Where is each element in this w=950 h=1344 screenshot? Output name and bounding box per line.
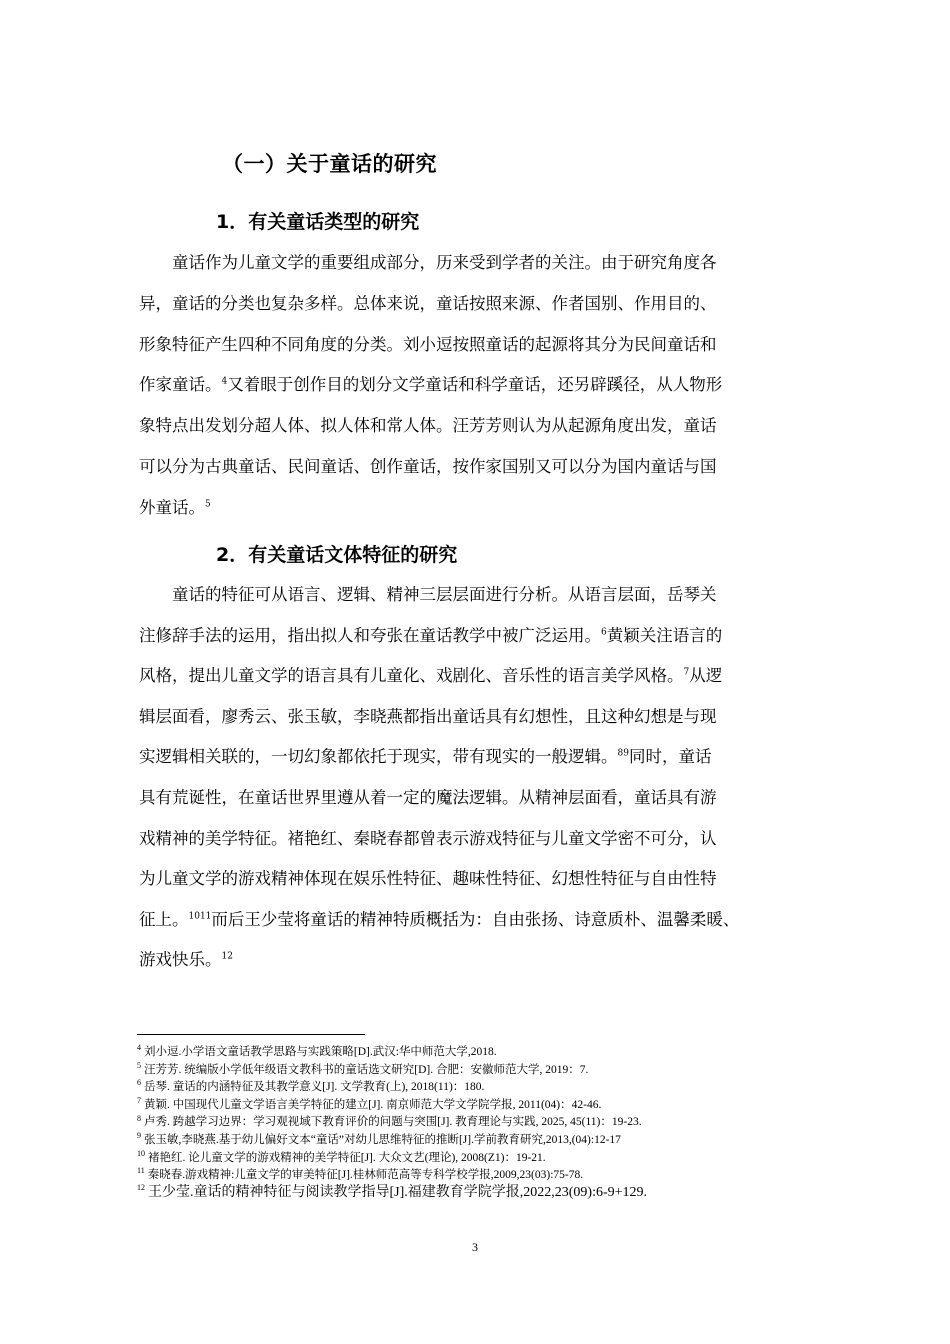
text-line xyxy=(139,910,739,930)
text-line xyxy=(139,788,717,808)
line-text: 同时，童话 xyxy=(628,747,712,767)
text-line xyxy=(139,747,711,767)
line-text: 注修辞手法的运用，指出拟人和夸张在童话教学中被广泛运用。 xyxy=(139,625,601,645)
line-text: 黄颖关注语言的 xyxy=(606,625,723,645)
text-line xyxy=(139,869,717,889)
footnote-ref: 7 xyxy=(683,667,690,678)
subsection-heading-types: 1．有关童话类型的研究 xyxy=(216,211,420,233)
line-text: 从逻 xyxy=(689,666,723,686)
footnote-ref: 1011 xyxy=(188,911,212,922)
footnote-number: 7 xyxy=(137,1095,141,1105)
text-line xyxy=(139,253,717,273)
footnote-text: 刘小逗.小学语文童话教学思路与实践策略[D].武汉:华中师范大学,2018. xyxy=(144,1046,497,1058)
footnote-item xyxy=(137,1060,589,1077)
text-line xyxy=(139,950,233,970)
text-line xyxy=(139,585,717,605)
line-text: 为儿童文学的游戏精神体现在娱乐性特征、趣味性特征、幻想性特征与自由性特 xyxy=(139,869,717,889)
line-text: 童话作为儿童文学的重要组成部分，历来受到学者的关注。由于研究角度各 xyxy=(139,253,717,272)
footnote-ref: 12 xyxy=(221,951,233,962)
line-text: 具有荒诞性，在童话世界里遵从着一定的魔法逻辑。从精神层面看，童话具有游 xyxy=(139,788,717,807)
footnote-text: 张玉敏,李晓燕.基于幼儿偏好文本“童话”对幼儿思维特征的推断[J].学前教育研究,2013,(04):12-17 xyxy=(144,1134,621,1146)
line-text: 辑层面看，廖秀云、张玉敏，李晓燕都指出童话具有幻想性，且这种幻想是与现 xyxy=(139,706,717,726)
line-text: 形象特征产生四种不同角度的分类。刘小逗按照童话的起源将其分为民间童话和 xyxy=(139,334,717,354)
footnote-item xyxy=(137,1045,497,1059)
footnote-item xyxy=(137,1148,546,1165)
text-line xyxy=(139,707,717,727)
line-text: 而后王少莹将童话的精神特质概括为：自由张扬、诗意质朴、温馨柔暖、 xyxy=(211,909,740,929)
line-text: 作家童话。 xyxy=(139,375,222,395)
footnote-item xyxy=(137,1183,648,1200)
page-number: 3 xyxy=(472,1240,478,1254)
text-line xyxy=(139,666,722,686)
footnote-text: 汪芳芳. 统编版小学低年级语文教科书的童话选文研究[D]. 合肥：安徽师范大学, 2019：7. xyxy=(144,1063,589,1076)
footnote-number: 9 xyxy=(137,1131,141,1141)
footnote-ref: 6 xyxy=(601,627,607,638)
footnote-text: 卢秀. 跨越学习边界：学习观视域下教育评价的问题与突围[J]. 教育理论与实践, 2025, 45(11)：19-23. xyxy=(144,1116,642,1129)
footnote-number: 6 xyxy=(137,1078,141,1088)
footnote-number: 8 xyxy=(137,1113,141,1123)
footnote-number: 11 xyxy=(137,1166,145,1176)
text-line xyxy=(139,416,717,436)
footnote-item xyxy=(137,1080,484,1094)
text-line xyxy=(139,457,717,477)
footnote-number: 5 xyxy=(137,1060,141,1070)
line-text: 外童话。 xyxy=(139,497,205,517)
line-text: 可以分为古典童话、民间童话、创作童话，按作家国别又可以分为国内童话与国 xyxy=(139,457,717,476)
line-text: 实逻辑相关联的，一切幻象都依托于现实，带有现实的一般逻辑。 xyxy=(139,747,618,767)
text-line xyxy=(139,829,717,849)
footnote-item xyxy=(137,1095,602,1112)
text-line xyxy=(139,626,722,646)
footnote-text: 岳琴. 童话的内涵特征及其教学意义[J]. 文学教育(上), 2018(11)：180. xyxy=(144,1081,485,1094)
section-heading: （一）关于童话的研究 xyxy=(222,152,437,176)
footnote-ref: 89 xyxy=(617,748,629,759)
footnote-item xyxy=(137,1133,621,1147)
line-text: 风格，提出儿童文学的语言具有儿童化、戏剧化、音乐性的语言美学风格。 xyxy=(139,666,684,686)
line-text: 戏精神的美学特征。褚艳红、秦晓春都曾表示游戏特征与儿童文学密不可分，认 xyxy=(139,828,717,848)
footnote-number: 12 xyxy=(137,1183,145,1193)
footnote-item xyxy=(137,1115,642,1129)
footnote-item xyxy=(137,1168,583,1182)
footnote-text: 秦晓春.游戏精神:儿童文学的审美特征[J].桂林师范高等专科学校学报,2009,23(03):75-78. xyxy=(147,1169,584,1182)
text-line xyxy=(139,335,717,355)
subsection-heading-features: 2．有关童话文体特征的研究 xyxy=(216,544,458,566)
line-text: 异，童话的分类也复杂多样。总体来说，童话按照来源、作者国别、作用目的、 xyxy=(139,293,717,313)
footnote-ref: 5 xyxy=(205,499,211,510)
line-text: 象特点出发划分超人体、拟人体和常人体。汪芳芳则认为从起源角度出发，童话 xyxy=(139,416,717,436)
line-text: 游戏快乐。 xyxy=(139,950,222,970)
text-line xyxy=(139,294,717,314)
footnote-text: 褚艳红. 论儿童文学的游戏精神的美学特征[J]. 大众文艺(理论), 2008(Z1)：19-21. xyxy=(148,1151,546,1164)
footnote-ref: 4 xyxy=(221,376,228,387)
footnote-number: 10 xyxy=(137,1148,145,1158)
line-text: 征上。 xyxy=(139,909,189,929)
line-text: 又着眼于创作目的划分文学童话和科学童话，还另辟蹊径，从人物形 xyxy=(227,375,723,395)
text-line xyxy=(139,375,722,395)
text-line xyxy=(139,498,211,518)
line-text: 童话的特征可从语言、逻辑、精神三层层面进行分析。从语言层面，岳琴关 xyxy=(139,585,717,604)
footnote-text: 王少莹.童话的精神特征与阅读教学指导[J].福建教育学院学报,2022,23(09):6-9+129. xyxy=(148,1184,648,1200)
footnote-number: 4 xyxy=(137,1043,141,1053)
footnote-text: 黄颖. 中国现代儿童文学语言美学特征的建立[J]. 南京师范大学文学院学报, 2011(04)：42-46. xyxy=(144,1098,602,1111)
footnote-separator xyxy=(137,1034,365,1035)
